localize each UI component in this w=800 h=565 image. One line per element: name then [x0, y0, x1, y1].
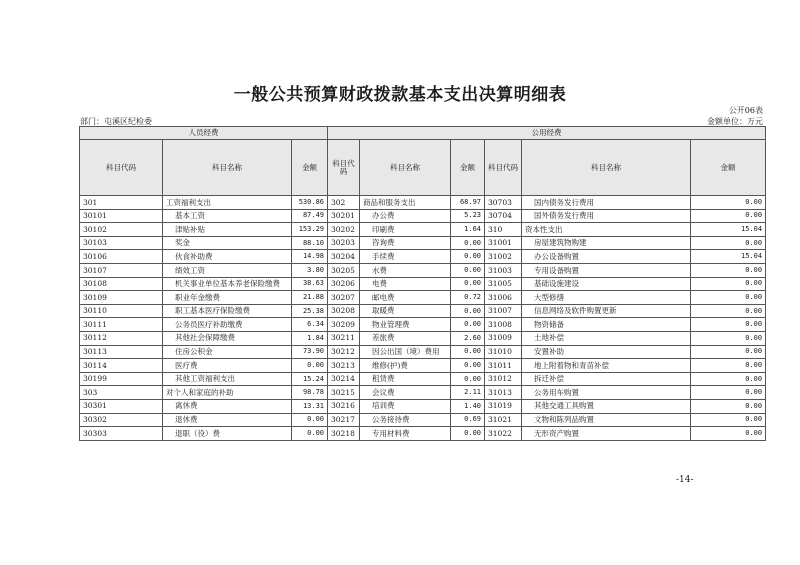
item-name: 商品和服务支出: [360, 196, 451, 210]
item-name: 培训费: [360, 399, 451, 413]
item-name: 资本性支出: [522, 223, 691, 237]
item-amount: 0.00: [691, 413, 766, 427]
item-code: 302: [328, 196, 360, 210]
item-code: 31012: [485, 372, 522, 386]
item-name: 津贴补贴: [163, 223, 292, 237]
item-amount: 0.00: [691, 359, 766, 373]
item-code: 30103: [80, 236, 163, 250]
item-name: 因公出国（境）费用: [360, 345, 451, 359]
item-code: 31001: [485, 236, 522, 250]
item-code: 30102: [80, 223, 163, 237]
amount-unit-label: 金额单位：万元: [707, 117, 763, 126]
item-code: 31003: [485, 263, 522, 277]
col-header-name: 科目名称: [163, 140, 292, 196]
item-amount: 5.23: [451, 209, 485, 223]
item-amount: 38.63: [292, 277, 328, 291]
item-code: 30202: [328, 223, 360, 237]
item-code: 30205: [328, 263, 360, 277]
item-code: 30113: [80, 345, 163, 359]
item-name: 工资福利支出: [163, 196, 292, 210]
table-title: 一般公共预算财政拨款基本支出决算明细表: [233, 85, 567, 105]
item-amount: 0.00: [691, 318, 766, 332]
item-code: 31005: [485, 277, 522, 291]
public-expenses-group-header: 公用经费: [328, 127, 766, 140]
table-row: [80, 427, 766, 441]
item-amount: 0.00: [292, 413, 328, 427]
item-code: 31022: [485, 427, 522, 441]
item-name: 维修(护)费: [360, 359, 451, 373]
item-code: 30112: [80, 331, 163, 345]
item-code: 30207: [328, 291, 360, 305]
item-name: 其他交通工具购置: [522, 399, 691, 413]
item-code: 30216: [328, 399, 360, 413]
item-code: 30114: [80, 359, 163, 373]
item-name: 公务员医疗补助缴费: [163, 318, 292, 332]
item-amount: 15.24: [292, 372, 328, 386]
page-number: -14-: [676, 475, 694, 485]
item-name: 其他社会保障缴费: [163, 331, 292, 345]
item-name: 专用设备购置: [522, 263, 691, 277]
table-row: [80, 399, 766, 413]
item-amount: 0.00: [691, 372, 766, 386]
item-name: 住房公积金: [163, 345, 292, 359]
item-amount: 0.00: [292, 359, 328, 373]
item-code: 30211: [328, 331, 360, 345]
item-name: 会议费: [360, 386, 451, 400]
form-number: 公开06表: [728, 106, 763, 115]
item-amount: 73.90: [292, 345, 328, 359]
item-name: 取暖费: [360, 304, 451, 318]
item-name: 印刷费: [360, 223, 451, 237]
item-code: 30110: [80, 304, 163, 318]
item-name: 物业管理费: [360, 318, 451, 332]
department-label: 部门：屯溪区纪检委: [80, 117, 152, 126]
item-amount: 25.38: [292, 304, 328, 318]
item-code: 30208: [328, 304, 360, 318]
item-name: 水费: [360, 263, 451, 277]
table-row: [80, 372, 766, 386]
item-amount: 0.00: [691, 345, 766, 359]
item-name: 办公设备购置: [522, 250, 691, 264]
item-code: 31021: [485, 413, 522, 427]
item-name: 其他工资福利支出: [163, 372, 292, 386]
item-name: 奖金: [163, 236, 292, 250]
item-name: 信息网络及软件购置更新: [522, 304, 691, 318]
item-amount: 0.00: [451, 236, 485, 250]
item-code: 31007: [485, 304, 522, 318]
item-code: 30111: [80, 318, 163, 332]
item-code: 30217: [328, 413, 360, 427]
item-name: 职业年金缴费: [163, 291, 292, 305]
item-name: 国外债务发行费用: [522, 209, 691, 223]
item-amount: 0.00: [691, 291, 766, 305]
item-amount: 0.00: [451, 427, 485, 441]
item-amount: 0.00: [691, 427, 766, 441]
item-name: 拆迁补偿: [522, 372, 691, 386]
item-name: 国内债务发行费用: [522, 196, 691, 210]
item-code: 30215: [328, 386, 360, 400]
item-name: 咨询费: [360, 236, 451, 250]
table-row: [80, 359, 766, 373]
item-code: 30101: [80, 209, 163, 223]
item-name: 房屋建筑物购建: [522, 236, 691, 250]
item-amount: 0.00: [691, 277, 766, 291]
table-row: [80, 331, 766, 345]
item-code: 310: [485, 223, 522, 237]
item-name: 安置补助: [522, 345, 691, 359]
item-amount: 1.84: [292, 331, 328, 345]
table-row: [80, 345, 766, 359]
item-name: 退休费: [163, 413, 292, 427]
item-name: 电费: [360, 277, 451, 291]
item-name: 公务接待费: [360, 413, 451, 427]
item-amount: 0.00: [451, 345, 485, 359]
table-row: [80, 209, 766, 223]
item-code: 30213: [328, 359, 360, 373]
item-code: 301: [80, 196, 163, 210]
item-code: 30206: [328, 277, 360, 291]
item-code: 31006: [485, 291, 522, 305]
item-amount: 0.00: [691, 386, 766, 400]
item-amount: 0.00: [451, 359, 485, 373]
item-amount: 1.64: [451, 223, 485, 237]
item-name: 离休费: [163, 399, 292, 413]
item-amount: 0.00: [451, 250, 485, 264]
col-header-code-3: 科目代码: [485, 140, 522, 196]
item-code: 30302: [80, 413, 163, 427]
item-amount: 0.69: [451, 413, 485, 427]
table-row: [80, 304, 766, 318]
item-name: 差旅费: [360, 331, 451, 345]
item-amount: 68.97: [451, 196, 485, 210]
item-amount: 15.04: [691, 250, 766, 264]
item-amount: 13.31: [292, 399, 328, 413]
item-amount: 0.72: [451, 291, 485, 305]
item-amount: 2.60: [451, 331, 485, 345]
item-code: 30204: [328, 250, 360, 264]
item-code: 30106: [80, 250, 163, 264]
item-code: 30704: [485, 209, 522, 223]
item-name: 伙食补助费: [163, 250, 292, 264]
col-header-name-3: 科目名称: [522, 140, 691, 196]
item-name: 基本工资: [163, 209, 292, 223]
item-amount: 15.04: [691, 223, 766, 237]
col-header-name-2: 科目名称: [360, 140, 451, 196]
item-code: 30301: [80, 399, 163, 413]
item-amount: 0.00: [451, 277, 485, 291]
table-row: [80, 250, 766, 264]
item-name: 职工基本医疗保险缴费: [163, 304, 292, 318]
item-amount: 0.00: [451, 263, 485, 277]
item-name: 物资储备: [522, 318, 691, 332]
item-code: 31011: [485, 359, 522, 373]
item-name: 手续费: [360, 250, 451, 264]
item-name: 租赁费: [360, 372, 451, 386]
item-name: 邮电费: [360, 291, 451, 305]
item-name: 机关事业单位基本养老保险缴费: [163, 277, 292, 291]
item-name: 专用材料费: [360, 427, 451, 441]
item-name: 医疗费: [163, 359, 292, 373]
item-name: 公务用车购置: [522, 386, 691, 400]
item-name: 文物和陈列品购置: [522, 413, 691, 427]
item-code: 30203: [328, 236, 360, 250]
col-header-amount: 金额: [292, 140, 328, 196]
item-amount: 88.10: [292, 236, 328, 250]
item-code: 31019: [485, 399, 522, 413]
item-code: 30212: [328, 345, 360, 359]
item-code: 303: [80, 386, 163, 400]
item-amount: 0.00: [691, 263, 766, 277]
item-amount: 0.00: [451, 372, 485, 386]
item-amount: 2.11: [451, 386, 485, 400]
item-code: 30703: [485, 196, 522, 210]
item-code: 30209: [328, 318, 360, 332]
table-row: [80, 263, 766, 277]
item-code: 30108: [80, 277, 163, 291]
item-name: 大型修缮: [522, 291, 691, 305]
table-row: [80, 277, 766, 291]
item-amount: 530.86: [292, 196, 328, 210]
item-code: 31002: [485, 250, 522, 264]
item-amount: 1.40: [451, 399, 485, 413]
item-code: 30218: [328, 427, 360, 441]
item-code: 31010: [485, 345, 522, 359]
item-code: 31008: [485, 318, 522, 332]
item-name: 办公费: [360, 209, 451, 223]
item-name: 地上附着物和青苗补偿: [522, 359, 691, 373]
item-amount: 153.29: [292, 223, 328, 237]
item-amount: 87.49: [292, 209, 328, 223]
table-row: [80, 223, 766, 237]
item-code: 31009: [485, 331, 522, 345]
col-header-amount-3: 金额: [691, 140, 766, 196]
item-code: 30199: [80, 372, 163, 386]
item-name: 土地补偿: [522, 331, 691, 345]
item-name: 绩效工资: [163, 263, 292, 277]
item-amount: 21.88: [292, 291, 328, 305]
item-amount: 0.00: [691, 236, 766, 250]
personnel-expenses-group-header: 人员经费: [80, 127, 328, 140]
item-code: 30214: [328, 372, 360, 386]
item-amount: 0.00: [451, 304, 485, 318]
col-header-code-2: 科目代码: [328, 140, 360, 196]
table-row: [80, 196, 766, 210]
item-name: 基础设施建设: [522, 277, 691, 291]
table-row: [80, 291, 766, 305]
col-header-code: 科目代码: [80, 140, 163, 196]
item-name: 无形资产购置: [522, 427, 691, 441]
item-amount: 3.80: [292, 263, 328, 277]
table-row: [80, 318, 766, 332]
col-header-amount-2: 金额: [451, 140, 485, 196]
item-code: 30109: [80, 291, 163, 305]
item-amount: 0.00: [691, 331, 766, 345]
table-row: [80, 386, 766, 400]
item-amount: 0.00: [292, 427, 328, 441]
item-amount: 0.00: [691, 304, 766, 318]
item-amount: 6.34: [292, 318, 328, 332]
item-code: 30107: [80, 263, 163, 277]
table-row: [80, 236, 766, 250]
item-amount: 0.00: [691, 196, 766, 210]
item-amount: 0.00: [691, 399, 766, 413]
item-code: 31013: [485, 386, 522, 400]
item-amount: 0.00: [451, 318, 485, 332]
item-code: 30303: [80, 427, 163, 441]
item-amount: 0.00: [691, 209, 766, 223]
item-name: 对个人和家庭的补助: [163, 386, 292, 400]
expenditure-detail-table: [79, 126, 766, 441]
item-amount: 98.78: [292, 386, 328, 400]
item-code: 30201: [328, 209, 360, 223]
table-row: [80, 413, 766, 427]
item-name: 退职（役）费: [163, 427, 292, 441]
item-amount: 14.98: [292, 250, 328, 264]
